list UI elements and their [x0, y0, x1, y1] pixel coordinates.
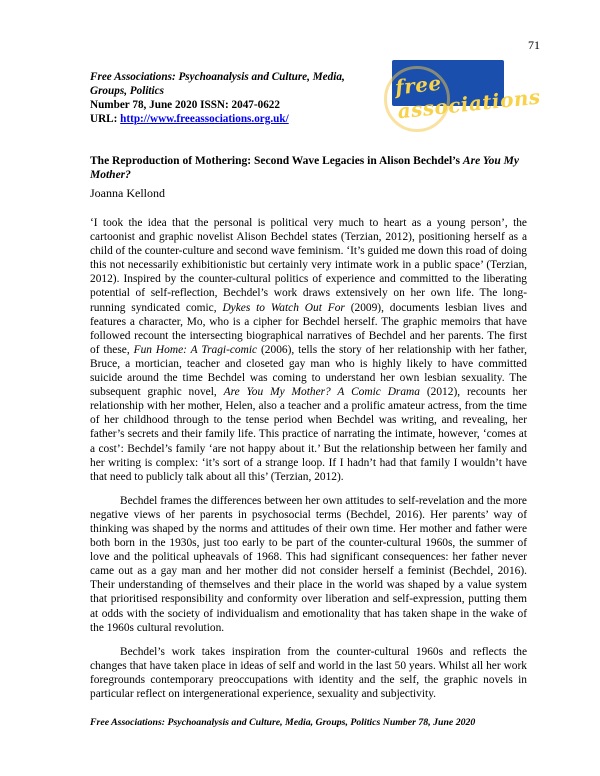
url-label: URL: — [90, 113, 121, 125]
free-associations-logo — [392, 60, 542, 124]
article-body — [90, 216, 527, 711]
journal-title-line1: Free Associations: Psychoanalysis and Culture, Media, — [90, 71, 345, 83]
journal-title-line2: Groups, Politics — [90, 85, 164, 97]
page-number: 71 — [528, 38, 540, 52]
p1-text-d: (2012), recounts her relationship with her mother, Helen, also a teacher and a prolific amateur actress, from the time of her childhood through to the tense period when Bechdel was writing, and revealing, her father’s secrets and their family life. This practice of narrating the intimate, however, ‘comes at a cost’: Bechdel’s family ‘are not happy about it.’ But the relationship between her family and her writing is complex: ‘it’s sort of a strange loop. If I hadn’t had that family I wouldn’t have that need to publicly talk about all this’ (Terzian, 2012). — [90, 386, 527, 483]
journal-url-link[interactable]: http://www.freeassociations.org.uk/ — [120, 113, 289, 125]
journal-header — [90, 70, 390, 126]
paragraph-1 — [90, 216, 527, 484]
page-footer: Free Associations: Psychoanalysis and Culture, Media, Groups, Politics Number 78, June 2020 — [90, 717, 476, 728]
p1-text-a: ‘I took the idea that the personal is political very much to heart as a young person’, the cartoonist and graphic novelist Alison Bechdel states (Terzian, 2012), positioning herself as a child of the counter-culture and second wave feminism. ‘It’s guided me down this road of doing this not necessarily exhibitionistic but certainly very intimate work in a public space’ (Terzian, 2012). Inspired by the counter-cultural politics of experience and committed to the liberating potential of self-reflection, Bechdel’s work draws extensively on her own life. The long-running syndicated comic, — [90, 217, 527, 314]
p1-aymm-title: Are You My Mother? A Comic Drama — [223, 386, 420, 399]
logo-text: free associations — [393, 70, 542, 124]
article-title-italic: Are You My Mother? — [90, 155, 519, 181]
author-name: Joanna Kellond — [90, 186, 165, 200]
paragraph-3: Bechdel’s work takes inspiration from the counter-cultural 1960s and reflects the changes that have taken place in ideas of self and world in the last 50 years. Whilst all her work foregrounds contemporary preoccupations with identity and the self, the graphic novels in particular reflect on intergenerational experience, sexuality and subjectivity. — [90, 645, 527, 700]
p1-text-c: (2006), tells the story of her relationship with her father, Bruce, a mortician, teacher and closeted gay man who is highly likely to have committed suicide around the time Bechdel was coming to understand her own lesbian sexuality. The subsequent graphic novel, — [90, 343, 527, 399]
journal-url-line — [90, 112, 390, 126]
p1-dykes-title: Dykes to Watch Out For — [222, 301, 345, 314]
article-title — [90, 154, 530, 182]
article-title-main: The Reproduction of Mothering: Second Wave Legacies in Alison Bechdel’s — [90, 155, 463, 167]
p1-funhome-title: Fun Home: A Tragi-comic — [133, 343, 258, 356]
paragraph-2: Bechdel frames the differences between her own attitudes to self-revelation and the more negative views of her parents in psychosocial terms (Bechdel, 2016). Her parents’ way of thinking was shaped by the norms and attitudes of their own time. Her mother and father were both born in the 1930s, just too early to be part of the counter-cultural 1960s, the summer of love and the political upheavals of 1968. This had significant consequences: her father never came out as a gay man and her mother did not consider herself a feminist (Bechdel, 2016). Their understanding of themselves and their place in the world was shaped by a value system that prioritised responsibility and conformity over liberation and self-expression, putting them at odds with the society of individualism and emotionality that has taken shape in the wake of the 1960s cultural revolution. — [90, 494, 527, 634]
p1-text-b: (2009), documents lesbian lives and features a character, Mo, who is a cipher for Bechdel herself. The graphic memoirs that have followed recount the intersecting biographical narratives of Bechdel and her parents. The first of these, — [90, 301, 527, 356]
journal-issue: Number 78, June 2020 ISSN: 2047-0622 — [90, 99, 280, 111]
